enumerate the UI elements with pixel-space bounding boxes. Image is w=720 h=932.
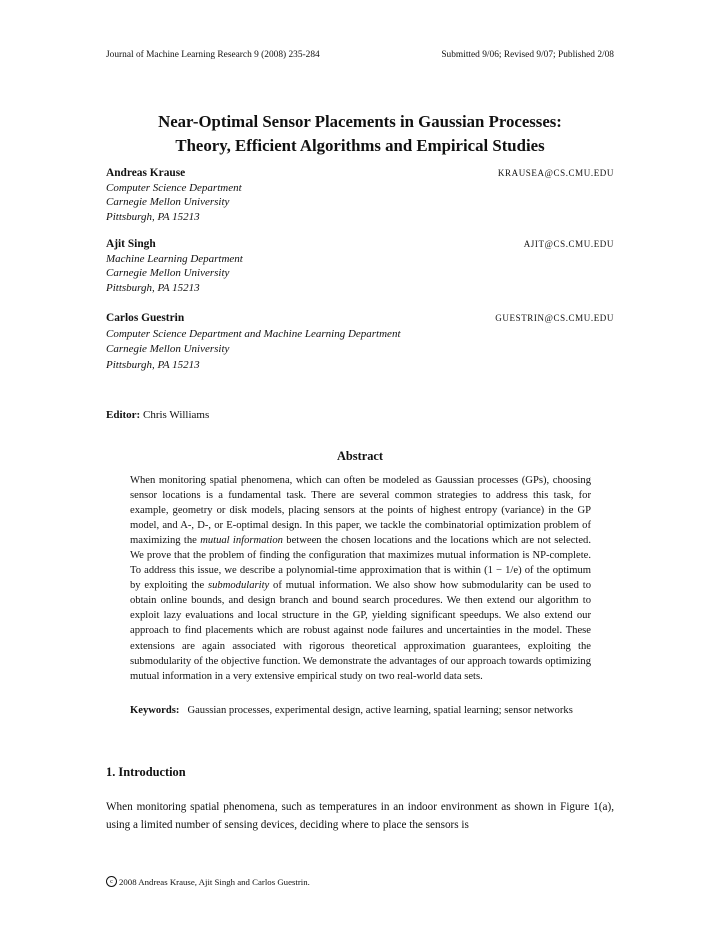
- author-affiliation-line: Pittsburgh, PA 15213: [106, 281, 200, 294]
- introduction-paragraph: When monitoring spatial phenomena, such as temperatures in an indoor environment as shown in Figure 1(a), using a limited number of sensing devices, deciding where to place the sensors is: [106, 801, 614, 831]
- author-block-singh: [106, 237, 614, 295]
- copyright-icon: c: [106, 876, 117, 887]
- abstract-emphasis-submodularity: submodularity: [208, 580, 270, 592]
- abstract-part-2: between the chosen locations and the locations which are not selected. We prove that the problem of finding the configuration that maximizes mutual information is NP-complete. To address this issue, we describe a polynomial-time approximation that is within: [130, 535, 591, 577]
- author-affiliation-line: Pittsburgh, PA 15213: [106, 358, 200, 371]
- title-line-2: Theory, Efficient Algorithms and Empirical Studies: [175, 136, 545, 155]
- author-affiliation-line: Machine Learning Department: [106, 252, 243, 265]
- abstract-emphasis-mutual-information: mutual information: [200, 535, 283, 547]
- paper-title: [60, 110, 660, 158]
- author-name: Ajit Singh: [106, 238, 156, 250]
- keywords-label: Keywords:: [130, 705, 180, 716]
- journal-citation: Journal of Machine Learning Research 9 (2008) 235-284: [106, 50, 320, 60]
- author-affiliation-line: Computer Science Department: [106, 181, 242, 194]
- author-affiliation-line: Pittsburgh, PA 15213: [106, 210, 200, 223]
- abstract-text: [130, 473, 591, 684]
- author-name: Carlos Guestrin: [106, 312, 185, 324]
- keywords: [130, 703, 591, 718]
- abstract-part-4: of mutual information. We also show how submodularity can be used to obtain online bounds, and design branch and bound search procedures. We then extend our algorithm to exploit lazy evaluations and local structure in the GP, yielding significant speedups. We also extend our approach to find placements which are robust against node failures and uncertainties in the model. These extensions are again associated with rigorous theoretical approximation guarantees, exploiting the submodularity of the objective function. We demonstrate the advantages of our approach towards optimizing mutual information in a very extensive empirical study on two real-world data sets.: [130, 580, 591, 682]
- editor-name: Chris Williams: [142, 409, 210, 421]
- author-block-krause: [106, 166, 614, 224]
- section-heading-introduction: 1. Introduction: [106, 765, 186, 779]
- author-email: AJIT@CS.CMU.EDU: [523, 239, 614, 249]
- keywords-text: Gaussian processes, experimental design, active learning, spatial learning; sensor networks: [187, 705, 573, 716]
- abstract-heading: Abstract: [336, 449, 384, 463]
- author-affiliation-line: Carnegie Mellon University: [106, 196, 230, 208]
- abstract-math: (1 − 1/e): [484, 565, 522, 577]
- author-affiliation-line: Carnegie Mellon University: [106, 267, 230, 279]
- running-head: [106, 50, 614, 60]
- author-affiliation-line: Carnegie Mellon University: [106, 343, 230, 355]
- author-block-guestrin: [106, 311, 614, 373]
- submission-dates: Submitted 9/06; Revised 9/07; Published 2/08: [441, 50, 614, 60]
- author-email: KRAUSEA@CS.CMU.EDU: [497, 168, 614, 178]
- editor-label: Editor:: [106, 409, 141, 421]
- editor-line: [106, 409, 209, 421]
- author-name: Andreas Krause: [106, 167, 186, 179]
- title-line-1: Near-Optimal Sensor Placements in Gaussian Processes:: [158, 112, 562, 131]
- copyright-footer: [106, 876, 310, 887]
- copyright-text: 2008 Andreas Krause, Ajit Singh and Carlos Guestrin.: [119, 876, 310, 887]
- abstract-part-1: When monitoring spatial phenomena, which can often be modeled as Gaussian processes (GPs), choosing sensor locations is a fundamental task. There are several common strategies to address this task, for example, geometry or disk models, placing sensors at the points of highest entropy (variance) in the GP model, and A-, D-, or E-optimal design. In this paper, we tackle the combinatorial optimization problem of maximizing the: [130, 475, 591, 547]
- abstract-part-3: of the optimum by exploiting the: [130, 565, 591, 592]
- author-affiliation-line: Computer Science Department and Machine Learning Department: [106, 327, 401, 340]
- author-email: GUESTRIN@CS.CMU.EDU: [495, 313, 614, 323]
